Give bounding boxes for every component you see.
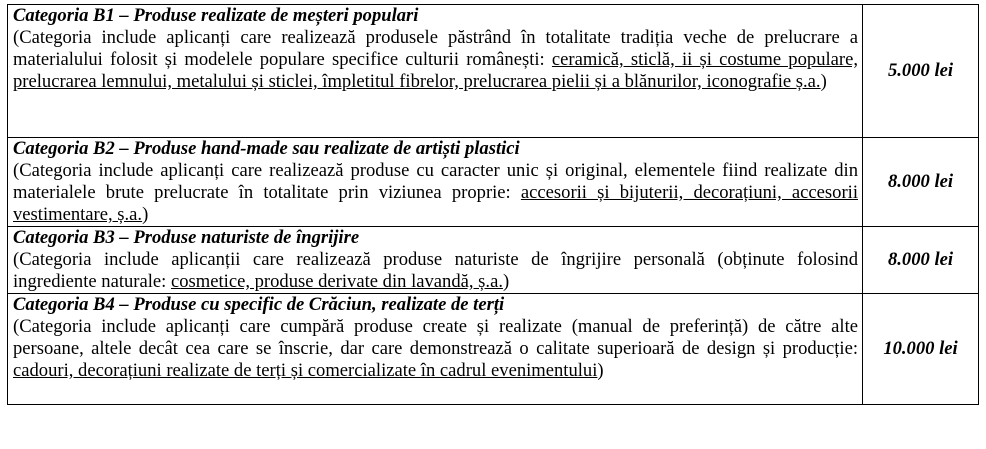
category-description-cell (8, 5, 863, 138)
category-amount: 5.000 lei (863, 5, 979, 138)
category-description: (Categoria include aplicanți care cumpără produse create și realizate (manual de preferință) de către alte persoane, altele decât cea care se înscrie, dar care demonstrează o calitate superioară de design și producție: (13, 316, 858, 359)
category-title: Categoria B2 – Produse hand-made sau realizate de artiști plastici (13, 138, 520, 159)
category-examples: cosmetice, produse derivate din lavandă, ș.a. (170, 271, 503, 292)
category-description-cell (8, 227, 863, 294)
category-title: Categoria B3 – Produse naturiste de îngrijire (13, 227, 360, 248)
category-description: (Categoria include aplicanți care realizează produsele păstrând în totalitate tradiția veche de prelucrare a materialului folosit și modelele populare specifice culturii românești: (13, 27, 858, 70)
category-examples: cadouri, decorațiuni realizate de terți și comercializate în cadrul evenimentului (13, 360, 598, 381)
category-amount: 8.000 lei (863, 227, 979, 294)
category-description: (Categoria include aplicanții care realizează produse naturiste de îngrijire personală (obținute folosind ingrediente naturale: (13, 249, 858, 292)
category-amount: 8.000 lei (863, 138, 979, 227)
category-closing: ) (502, 271, 510, 292)
category-description: (Categoria include aplicanți care realizează produse cu caracter unic și original, elementele fiind realizate din materialele brute prelucrate în totalitate prin viziunea proprie: (13, 160, 858, 203)
table-row (8, 294, 979, 405)
category-examples: accesorii și bijuterii, decorațiuni, accesorii vestimentare, ș.a. (13, 182, 858, 225)
category-closing: ) (820, 71, 827, 92)
category-amount: 10.000 lei (863, 294, 979, 405)
category-title: Categoria B1 – Produse realizate de meșteri populari (13, 5, 419, 26)
category-examples: ceramică, sticlă, ii și costume populare, prelucrarea lemnului, metalului și sticlei, împletitul fibrelor, prelucrarea pielii și a blănurilor, iconografie ș.a. (13, 49, 859, 92)
table-row (8, 5, 979, 138)
category-description-cell (8, 294, 863, 405)
category-description-cell (8, 138, 863, 227)
categories-table (7, 4, 979, 405)
category-title: Categoria B4 – Produse cu specific de Crăciun, realizate de terți (13, 294, 505, 315)
table-row (8, 227, 979, 294)
category-closing: ) (142, 204, 149, 225)
category-closing: ) (597, 360, 604, 381)
table-row (8, 138, 979, 227)
